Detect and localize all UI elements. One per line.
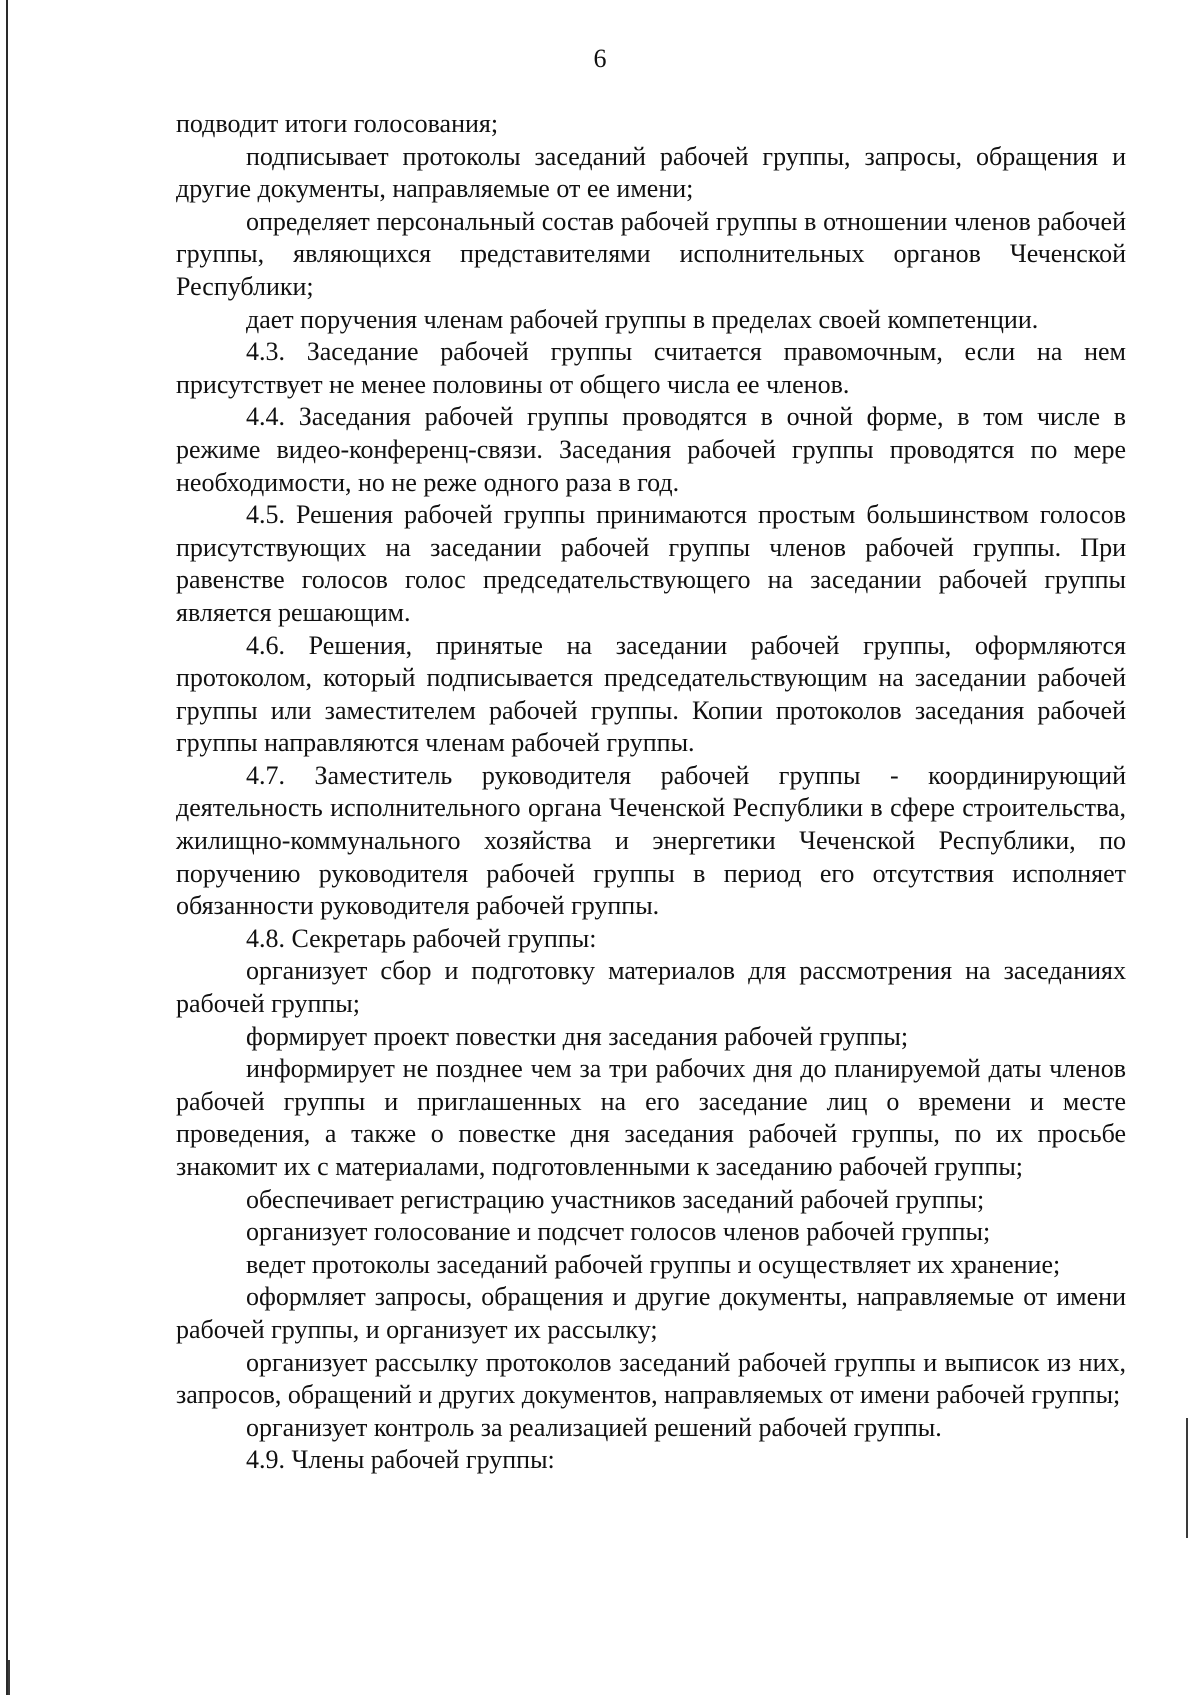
paragraph: 4.4. Заседания рабочей группы проводятся в очной форме, в том числе в режиме видео-конференц-связи. Заседания рабочей группы проводятся по мере необходимости, но не реже одного раза в год. [176,402,1126,497]
paragraph: организует сбор и подготовку материалов для рассмотрения на заседаниях рабочей группы; [176,956,1126,1019]
paragraph: определяет персональный состав рабочей группы в отношении членов рабочей группы, являющихся представителями исполнительных органов Чеченской Республики; [176,206,1126,301]
paragraph: ведет протоколы заседаний рабочей группы и осуществляет их хранение; [246,1249,1061,1279]
paragraph: организует контроль за реализацией решений рабочей группы. [246,1412,942,1442]
scan-edge-left [6,0,8,1695]
paragraph: подписывает протоколы заседаний рабочей группы, запросы, обращения и другие документы, направляемые от ее имени; [176,141,1126,204]
paragraph: дает поручения членам рабочей группы в пределах своей компетенции. [246,304,1039,334]
document-body [176,108,1126,1477]
paragraph: обеспечивает регистрацию участников заседаний рабочей группы; [246,1184,985,1214]
scan-mark-right [1186,1418,1188,1538]
paragraph: 4.7. Заместитель руководителя рабочей группы - координирующий деятельность исполнительного органа Чеченской Республики в сфере строительства, жилищно-коммунального хозяйства и энергетики Чеченской Республики, по поручению руководителя рабочей группы в период его отсутствия исполняет обязанности руководителя рабочей группы. [176,760,1126,921]
paragraph: организует голосование и подсчет голосов членов рабочей группы; [246,1217,991,1247]
paragraph: 4.5. Решения рабочей группы принимаются простым большинством голосов присутствующих на заседании рабочей группы членов рабочей группы. При равенстве голосов голос председательствующего на заседании рабочей группы является решающим. [176,500,1126,627]
scan-mark-left-low [8,1660,10,1695]
paragraph: 4.8. Секретарь рабочей группы: [246,923,597,953]
paragraph: 4.3. Заседание рабочей группы считается правомочным, если на нем присутствует не менее половины от общего числа ее членов. [176,337,1126,399]
paragraph: информирует не позднее чем за три рабочих дня до планируемой даты членов рабочей группы и приглашенных на его заседание лиц о времени и месте проведения, а также о повестке дня заседания рабочей группы, по их просьбе знакомит их с материалами, подготовленными к заседанию рабочей группы; [176,1054,1126,1181]
page-number: 6 [593,44,607,73]
paragraph: организует рассылку протоколов заседаний рабочей группы и выписок из них, запросов, обращений и других документов, направляемых от имени рабочей группы; [176,1347,1126,1410]
paragraph: 4.9. Члены рабочей группы: [246,1445,555,1475]
paragraph: формирует проект повестки дня заседания рабочей группы; [246,1021,909,1051]
paragraph: 4.6. Решения, принятые на заседании рабочей группы, оформляются протоколом, который подписывается председательствующим на заседании рабочей группы или заместителем рабочей группы. Копии протоколов заседания рабочей группы направляются членам рабочей группы. [176,630,1126,758]
paragraph: подводит итоги голосования; [176,109,499,138]
paragraph: оформляет запросы, обращения и другие документы, направляемые от имени рабочей группы, и организует их рассылку; [176,1282,1126,1344]
